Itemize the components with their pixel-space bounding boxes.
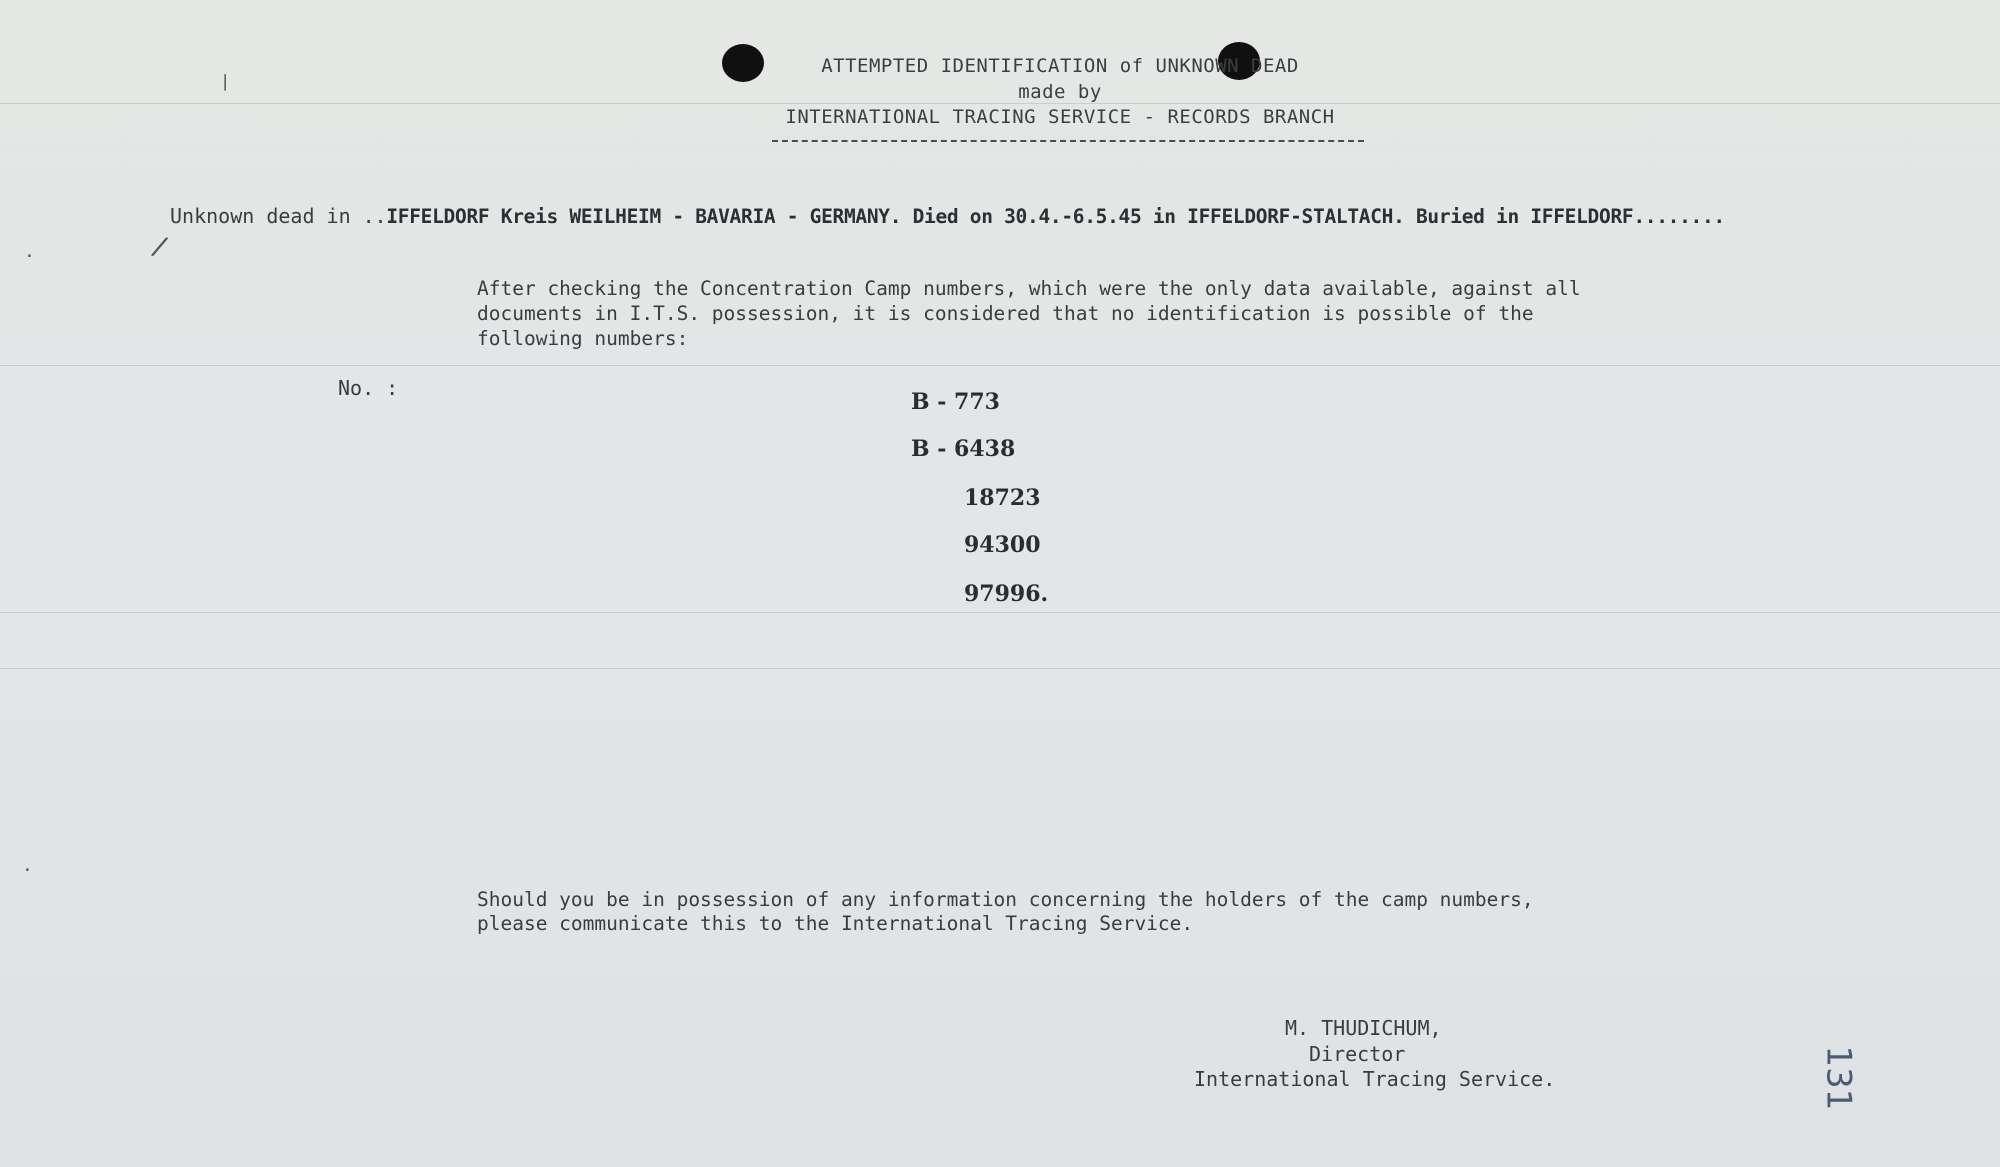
closing-line-1: Should you be in possession of any information concerning the holders of the camp numbers, bbox=[477, 888, 1534, 911]
header-rule bbox=[772, 140, 1364, 142]
body-line-3: following numbers: bbox=[477, 327, 689, 350]
pen-mark: · bbox=[24, 246, 35, 267]
pen-mark: · bbox=[22, 860, 33, 881]
signature-title: Director bbox=[1309, 1042, 1406, 1066]
camp-number: B - 773 bbox=[911, 389, 1000, 415]
document-branch: INTERNATIONAL TRACING SERVICE - RECORDS BRANCH bbox=[785, 106, 1335, 128]
document-subtitle: made by bbox=[1018, 81, 1102, 103]
fold-line bbox=[0, 103, 2000, 104]
location-label: Unknown dead in bbox=[170, 204, 351, 228]
document-title: ATTEMPTED IDENTIFICATION of UNKNOWN DEAD bbox=[821, 55, 1299, 77]
camp-number: 94300 bbox=[964, 532, 1041, 558]
fold-line bbox=[0, 668, 2000, 669]
pen-mark: / bbox=[216, 70, 235, 95]
body-line-2: documents in I.T.S. possession, it is considered that no identification is possible of the bbox=[477, 302, 1534, 325]
body-line-1: After checking the Concentration Camp numbers, which were the only data available, against all bbox=[477, 277, 1581, 300]
signature-name: M. THUDICHUM, bbox=[1285, 1016, 1442, 1040]
camp-number: 97996. bbox=[964, 581, 1049, 607]
signature-org: International Tracing Service. bbox=[1194, 1067, 1556, 1091]
closing-line-2: please communicate this to the International Tracing Service. bbox=[477, 912, 1194, 935]
numbers-label: No. : bbox=[338, 376, 399, 400]
fold-line bbox=[0, 365, 2000, 366]
pen-mark: / bbox=[148, 230, 172, 264]
camp-number: 18723 bbox=[964, 485, 1041, 511]
location-row: Unknown dead in ..IFFELDORF Kreis WEILHEIM - BAVARIA - GERMANY. Died on 30.4.-6.5.45 in IFFELDORF-STALTACH. Buried in IFFELDORF........ bbox=[170, 204, 1725, 228]
location-value: IFFELDORF Kreis WEILHEIM - BAVARIA - GERMANY. Died on 30.4.-6.5.45 in IFFELDORF-STALTACH. Buried in IFFELDORF........ bbox=[386, 205, 1725, 228]
camp-number: B - 6438 bbox=[911, 436, 1016, 462]
fold-line bbox=[0, 612, 2000, 613]
page-number-stamp: 131 bbox=[1818, 1045, 1859, 1111]
